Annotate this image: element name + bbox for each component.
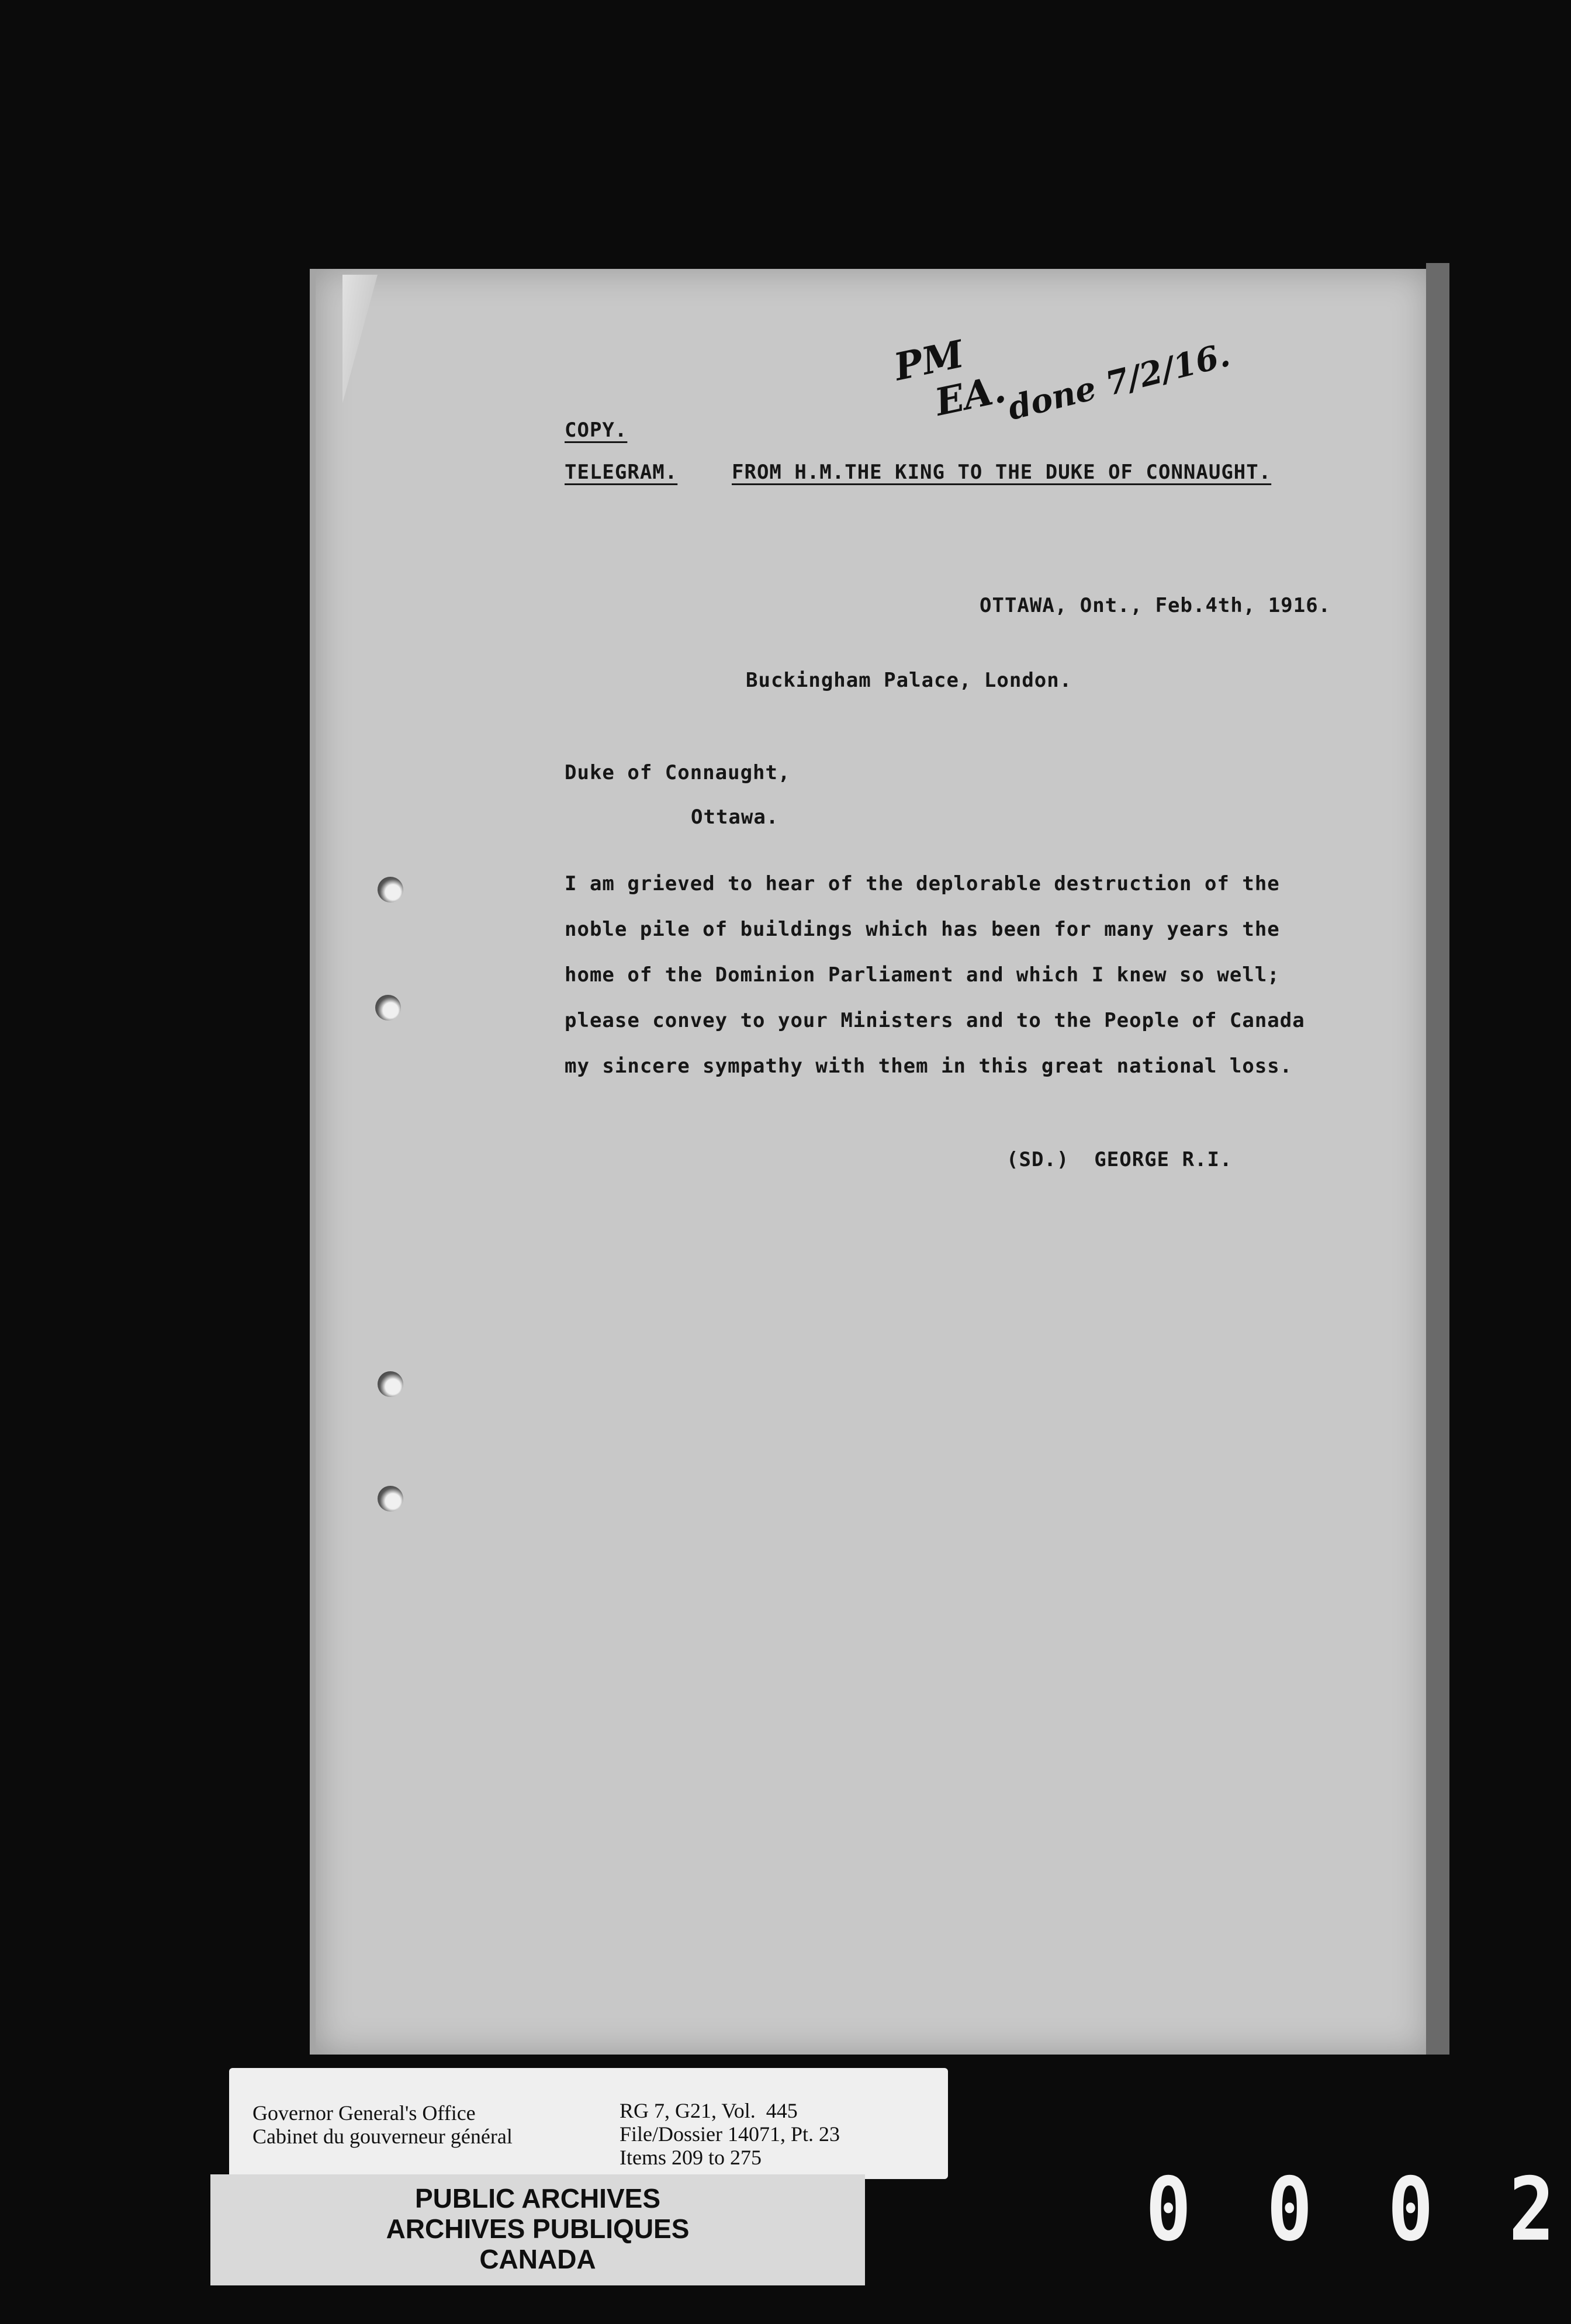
body-line: noble pile of buildings which has been for many years the xyxy=(565,918,1280,941)
body-line: home of the Dominion Parliament and which I knew so well; xyxy=(565,963,1280,987)
origin-line: Buckingham Palace, London. xyxy=(746,669,1072,692)
frame-digit: 0 xyxy=(1146,2158,1192,2261)
dateline: OTTAWA, Ont., Feb.4th, 1916. xyxy=(980,594,1331,617)
public-archives-stamp xyxy=(210,2174,865,2285)
punch-hole xyxy=(378,1486,403,1512)
handwritten-done-date: done 7/2/16. xyxy=(1003,335,1234,428)
archives-english: PUBLIC ARCHIVES xyxy=(415,2183,660,2214)
telegram-from-line: FROM H.M.THE KING TO THE DUKE OF CONNAUGHT. xyxy=(732,461,1272,484)
body-line: I am grieved to hear of the deplorable destruction of the xyxy=(565,872,1280,895)
record-group-reference: RG 7, G21, Vol. 445 xyxy=(620,2099,798,2122)
sheet-right-edge xyxy=(1426,263,1449,2055)
frame-digit: 2 xyxy=(1508,2158,1555,2261)
items-range: Items 209 to 275 xyxy=(620,2146,762,2169)
punch-hole xyxy=(378,877,403,902)
frame-digit: 0 xyxy=(1267,2158,1313,2261)
body-line: please convey to your Ministers and to the People of Canada xyxy=(565,1009,1305,1032)
frame-number xyxy=(1146,2158,1555,2261)
addressee-place: Ottawa. xyxy=(691,805,779,829)
body-line: my sincere sympathy with them in this great national loss. xyxy=(565,1054,1293,1078)
archives-french: ARCHIVES PUBLIQUES xyxy=(386,2214,690,2244)
addressee-name: Duke of Connaught, xyxy=(565,761,791,784)
archive-reference-label xyxy=(229,2068,948,2179)
handwritten-annotation xyxy=(890,332,1234,438)
punch-hole xyxy=(378,1371,403,1397)
office-french: Cabinet du gouverneur général xyxy=(252,2125,513,2148)
signature-line: (SD.) GEORGE R.I. xyxy=(1006,1148,1233,1171)
telegram-label: TELEGRAM. xyxy=(565,461,678,484)
frame-digit: 0 xyxy=(1387,2158,1434,2261)
office-english: Governor General's Office xyxy=(252,2101,476,2125)
archives-country: CANADA xyxy=(479,2244,596,2274)
punch-hole xyxy=(375,995,401,1021)
copy-label: COPY. xyxy=(565,419,628,442)
handwritten-pm: PM xyxy=(890,332,968,390)
file-dossier-reference: File/Dossier 14071, Pt. 23 xyxy=(620,2122,840,2146)
document-sheet xyxy=(316,269,1429,2055)
handwritten-ea: EA. xyxy=(931,367,1010,425)
